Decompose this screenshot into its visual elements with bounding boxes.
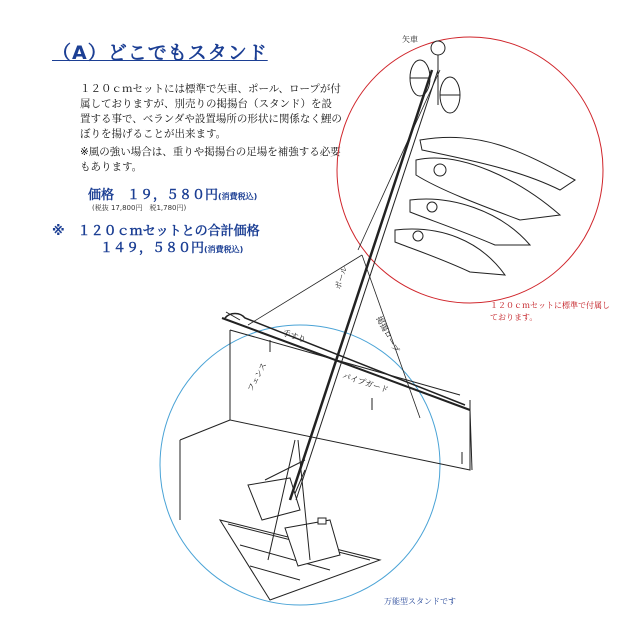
- weight-tank-2: [285, 520, 340, 566]
- total-price-heading: ※ １２０ｃｍセットとの合計価格: [52, 224, 260, 239]
- label-yaguruma: 矢車: [402, 35, 418, 44]
- label-pole: ポール: [333, 265, 350, 291]
- label-pipe-guard: パイプガード: [341, 371, 390, 395]
- total-tax-label: (消費税込): [204, 245, 244, 254]
- page-title: （A）どこでもスタンド: [52, 42, 268, 64]
- label-rope: 掲揚ロープ: [374, 314, 401, 354]
- stand-base: [220, 460, 380, 600]
- wind-note: ※風の強い場合は、重りや掲揚台の足場を補強する必要もあります。: [80, 146, 341, 173]
- label-tesuri: 手すり: [281, 328, 307, 345]
- yaguruma-icon: [410, 60, 460, 113]
- blue-circle-note: 万能型スタンドです: [384, 597, 456, 606]
- fence: [180, 312, 472, 520]
- weight-tank-1: [248, 478, 300, 520]
- red-circle-note: １２０ｃｍセットに標準で付属しております。: [490, 301, 610, 322]
- koinobori-fukinagashi: [395, 137, 575, 275]
- label-fence: フェンス: [245, 361, 269, 393]
- price-breakdown: (税抜 17,800円 税1,780円): [92, 204, 187, 212]
- price-tax-label: (消費税込): [218, 192, 258, 201]
- price-main: 価格 １９，５８０円: [88, 188, 219, 203]
- description-text: １２０ｃｍセットには標準で矢車、ポール、ロープが付属しておりますが、別売りの掲揚台（スタンド）を設置する事で、ベランダや設置場所の形状に関係なく鯉のぼりを揚げることが出来ます。: [80, 83, 342, 140]
- pole: [268, 41, 445, 560]
- total-price-value: １４９，５８０円: [100, 241, 205, 256]
